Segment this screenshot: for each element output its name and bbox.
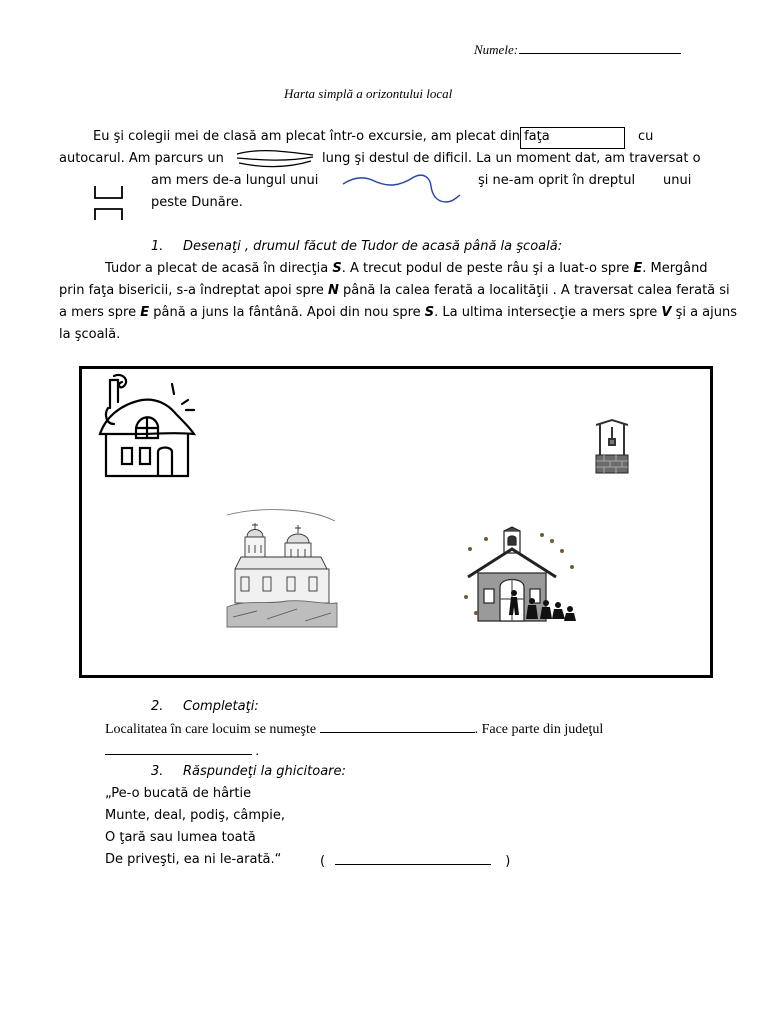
- task2-number: 2.: [151, 699, 164, 714]
- name-field: [474, 41, 681, 58]
- intro-line-3a: am mers de-a lungul unui: [151, 173, 319, 188]
- intro-line-1-end: cu: [638, 129, 654, 144]
- riddle-answer-blank[interactable]: [335, 852, 491, 865]
- well-icon: [592, 419, 632, 475]
- task1-line-3: a mers spre E până a juns la fântână. Apoi din nou spre S. La ultima intersecţie a mers spre V şi a ajuns: [59, 305, 738, 320]
- task1-title: Desenaţi , drumul făcut de Tudor de acasă până la şcoală:: [183, 239, 563, 254]
- blank-box-place[interactable]: [520, 127, 625, 149]
- task1-line-2: prin faţa bisericii, s-a îndreptat apoi spre N până la calea ferată a localităţii . A traversat calea ferată si: [59, 283, 730, 298]
- task2-title: Completaţi:: [183, 699, 259, 714]
- intro-line-3b: şi ne-am oprit în dreptul: [478, 173, 636, 188]
- river-symbol-icon: [340, 172, 464, 206]
- riddle-line-3: O ţară sau lumea toată: [105, 830, 256, 845]
- name-label: Numele:: [474, 42, 519, 57]
- house-icon: [96, 372, 200, 478]
- intro-line-3c: unui: [663, 173, 692, 188]
- school-icon: [462, 527, 582, 627]
- locality-blank[interactable]: [320, 720, 475, 733]
- direction-n: N: [327, 283, 339, 298]
- intro-line-1: Eu şi colegii mei de clasă am plecat într-o excursie, am plecat din faţa: [93, 129, 550, 144]
- task1-number: 1.: [151, 239, 164, 254]
- direction-e: E: [633, 261, 643, 276]
- direction-e2: E: [140, 305, 150, 320]
- riddle-answer: ( ): [320, 854, 511, 869]
- intro-line-2b: lung şi destul de dificil. La un moment dat, am traversat o: [322, 151, 701, 166]
- task1-line-4: la şcoală.: [59, 327, 121, 342]
- task2-line-1: Localitatea în care locuim se numeşte . Face parte din judeţul: [105, 722, 604, 737]
- task2-line-2: .: [105, 742, 259, 760]
- riddle-line-4: De priveşti, ea ni le-arată.“: [105, 852, 282, 867]
- intro-line-4: peste Dunăre.: [151, 195, 243, 210]
- church-icon: [227, 507, 337, 629]
- name-blank[interactable]: [519, 41, 681, 54]
- page-title: Harta simplă a orizontului local: [284, 86, 453, 101]
- riddle-line-2: Munte, deal, podiş, câmpie,: [105, 808, 286, 823]
- riddle-line-1: „Pe-o bucată de hârtie: [105, 786, 252, 801]
- task1-line-1: Tudor a plecat de acasă în direcţia S. A trecut podul de peste râu şi a luat-o spre E. Mergând: [105, 261, 708, 276]
- intro-line-2a: autocarul. Am parcurs un: [59, 151, 224, 166]
- bridge-symbol-icon: [92, 184, 126, 222]
- direction-v: V: [661, 305, 672, 320]
- county-blank[interactable]: [105, 742, 252, 755]
- task3-number: 3.: [151, 764, 164, 779]
- task3-title: Răspundeţi la ghicitoare:: [183, 764, 346, 779]
- direction-s2: S: [424, 305, 435, 320]
- road-symbol-icon: [233, 148, 317, 168]
- direction-s: S: [332, 261, 342, 276]
